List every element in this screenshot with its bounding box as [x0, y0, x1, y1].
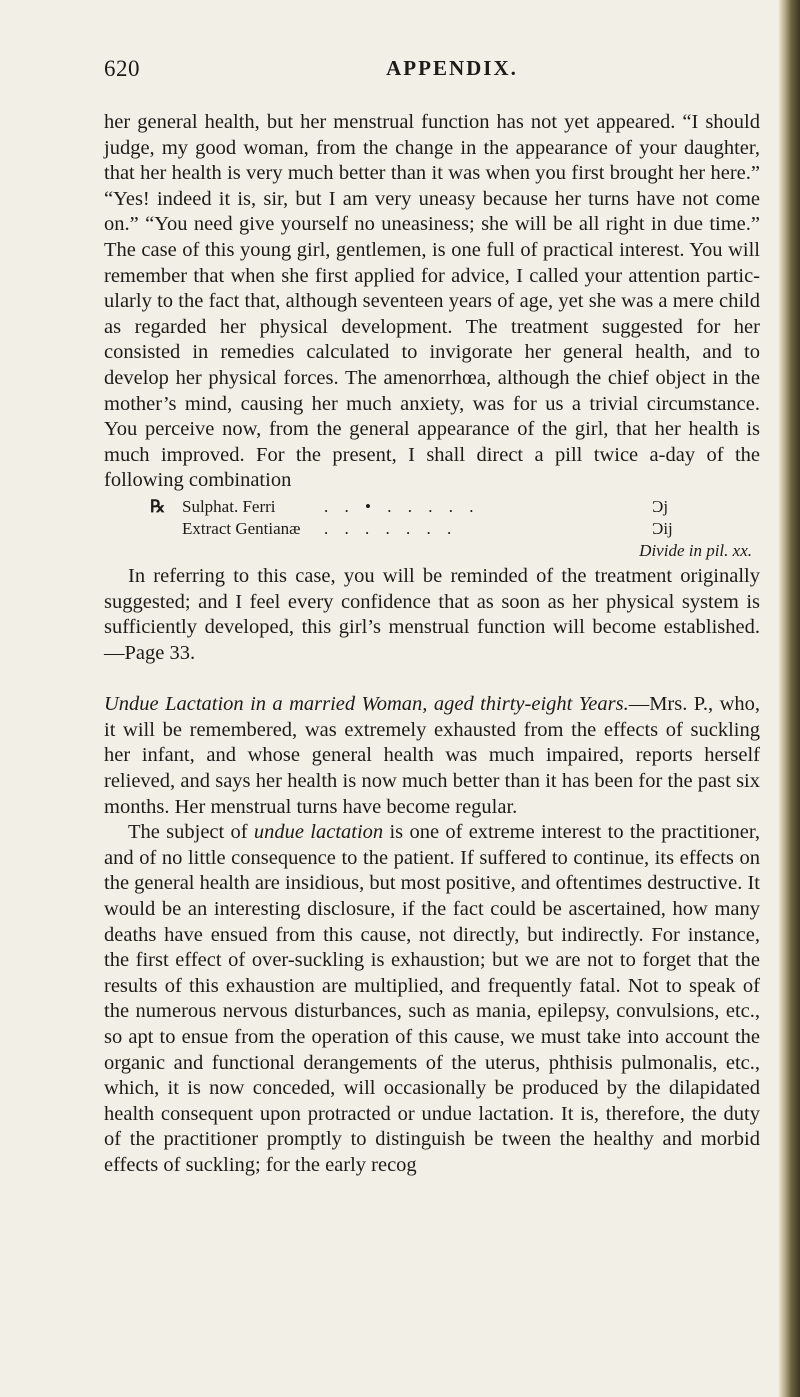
- paragraph-1: her general health, but her menstrual function has not yet appeared. “I should judge, my good woman, from the change in the appearance of your daughter, that her health is very much better than it was when you first brought her here.” “Yes! indeed it is, sir, but I am very uneasy because her turns have not come on.” “You need give yourself no uneasiness; she will be all right in due time.” The case of this young girl, gentlemen, is one full of practical interest. You will remember that when she first applied for advice, I called your attention particularly to the fact that, although seventeen years of age, yet she was a mere child as regarded her physical development. The treatment suggested for her consisted in remedies calculated to invigorate her general health, and to develop her physical forces. The amenorrhœa, although the chief object in the mother’s mind, causing her much anxiety, was for us a trivial circumstance. You perceive now, from the general appearance of the girl, that her health is much improved. For the present, I shall direct a pill twice a-day of the following combination: [104, 111, 760, 492]
- page-header: [104, 56, 760, 86]
- section-title: Undue Lactation in a married Woman, aged thirty-eight Years.: [104, 693, 629, 716]
- prescription-line-2: [104, 518, 760, 540]
- paragraph-3-start: The subject of: [128, 821, 254, 844]
- leader-dots: . . • . . . . .: [324, 496, 480, 516]
- book-binding-edge: [778, 0, 800, 1397]
- ingredient-name: Sulphat. Ferri: [182, 496, 276, 516]
- leader-dots: . . . . . . .: [324, 518, 458, 538]
- section-dash: —: [628, 693, 650, 716]
- running-head: APPENDIX.: [386, 56, 518, 80]
- rx-symbol: ℞: [150, 496, 166, 516]
- body-text: [104, 110, 760, 1179]
- prescription-directions: Divide in pil. xx.: [639, 540, 752, 560]
- prescription: [104, 496, 760, 562]
- paragraph-3-rest: is one of extreme interest to the practitioner, and of no little consequence to the patient. If suffered to continue, its effects on the general health are insidious, but most positive, and oftentimes destructive. It would be an interesting disclosure, if the fact could be ascertained, how many deaths have ensued from this cause, not directly, but indirectly. For instance, the first effect of over-suckling is exhaustion; but we are not to forget that the results of this exhaustion are multiplied, and frequently fatal. Not to speak of the numerous nervous disturbances, such as mania, epilepsy, convulsions, etc., so apt to ensue from the operation of this cause, we must take into account the organic and functional derangements of the uterus, phthisis pulmonalis, etc., which, it is now conceded, will occasionally be produced by the dilapidated health consequent upon protracted or undue lactation. It is, therefore, the duty of the practitioner promptly to distinguish be tween the healthy and morbid effects of suckling; for the early recog: [104, 821, 761, 1176]
- ingredient-name: Extract Gentianæ: [182, 518, 301, 538]
- page-number: 620: [104, 56, 140, 81]
- section-spacer: [104, 666, 760, 692]
- case-paragraph: [104, 692, 760, 820]
- prescription-line-1: [104, 496, 760, 518]
- paragraph-2: In referring to this case, you will be reminded of the treatment originally suggested; and I feel every confidence that as soon as her physical system is sufficiently developed, this girl’s menstrual function will become established.—Page 33.: [104, 564, 760, 664]
- section-text: Mrs. P., who, it will be remembered, was extremely exhausted from the effects of suckling her infant, and whose general health was much impaired, reports herself relieved, and says her health is now much better than it has been for the past six months. Her menstrual turns have become regular.: [104, 693, 760, 818]
- ingredient-quantity: Ɔj: [652, 496, 669, 516]
- paragraph-3: [104, 820, 760, 1178]
- ingredient-quantity: Ɔij: [652, 518, 673, 538]
- paragraph-3-emphasis: undue lactation: [253, 821, 384, 844]
